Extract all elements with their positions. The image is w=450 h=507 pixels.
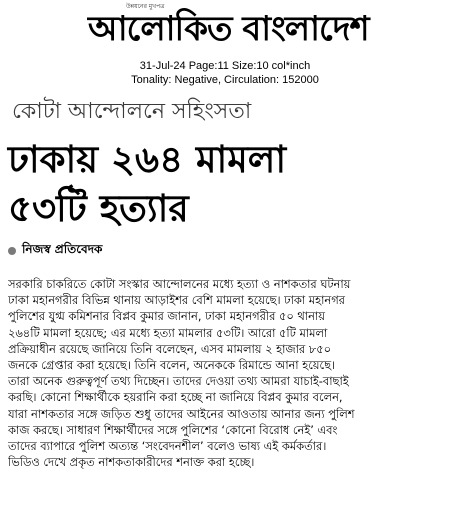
body-line: কাজ করছে। সাধারণ শিক্ষার্থীদের সঙ্গে পুলিশের ‘কোনো বিরোধ নেই’ এবং xyxy=(8,422,338,437)
masthead-tagline: উন্নয়নের মুখপত্র xyxy=(126,3,165,10)
body-line: জনকে গ্রেপ্তার করা হয়েছে। তিনি বলেন, অনেককে রিমান্ডে আনা হয়েছে। xyxy=(8,358,336,373)
headline-line-1: ঢাকায় ২৬৪ মামলা xyxy=(8,137,287,181)
body-line: সরকারি চাকরিতে কোটা সংস্কার আন্দোলনের মধ্যে হত্যা ও নাশকতার ঘটনায় xyxy=(8,277,351,291)
body-line: প্রক্রিয়াধীন রয়েছে জানিয়ে তিনি বলেছেন, এসব মামলায় ২ হাজার ৮৫০ xyxy=(8,341,331,356)
body-line: ২৬৪টি মামলা হয়েছে; এর মধ্যে হত্যা মামলার ৫৩টি। আরো ৫টি মামলা xyxy=(8,325,328,340)
headline-line-2: ৫৩টি হত্যার xyxy=(8,186,189,230)
byline xyxy=(8,242,102,260)
byline-text: নিজস্ব প্রতিবেদক xyxy=(22,242,103,256)
body-line: পুলিশের যুগ্ম কমিশনার বিপ্লব কুমার জানান, ঢাকা মহানগরীর ৫০ থানায় xyxy=(8,309,325,324)
body-line: তাদের ব্যাপারে পুলিশ অত্যন্ত ‘সংবেদনশীল’ বলেও ভাষ্য এই কর্মকর্তার। xyxy=(8,439,327,454)
body-line: তারা অনেক গুরুত্বপূর্ণ তথ্য দিচ্ছেন। তাদের দেওয়া তথ্য আমরা যাচাই-বাছাই xyxy=(8,374,349,389)
clip-date-size: 31-Jul-24 Page:11 Size:10 col*inch xyxy=(139,60,311,72)
article-body xyxy=(8,276,442,470)
body-line: যারা নাশকতার সঙ্গে জড়িত শুধু তাদের আইনের আওতায় আনার জন্য পুলিশ xyxy=(8,406,355,421)
masthead xyxy=(88,0,369,54)
clip-tonality-circulation: Tonality: Negative, Circulation: 152000 xyxy=(131,74,319,86)
body-line: ঢাকা মহানগরীর বিভিন্ন থানায় আড়াইশর বেশি মামলা হয়েছে। ঢাকা মহানগর xyxy=(8,293,345,308)
newspaper-name: আলোকিত বাংলাদেশ xyxy=(88,9,369,49)
body-line: ভিডিও দেখে প্রকৃত নাশকতাকারীদের শনাক্ত করা হচ্ছে। xyxy=(8,455,255,470)
body-line: করছি। কোনো শিক্ষার্থীকে হয়রানি করা হচ্ছে না জানিয়ে বিপ্লব কুমার বলেন, xyxy=(8,390,343,405)
article-kicker: কোটা আন্দোলনে সহিংসতা xyxy=(12,99,252,124)
bullet-dot-icon xyxy=(8,247,16,255)
